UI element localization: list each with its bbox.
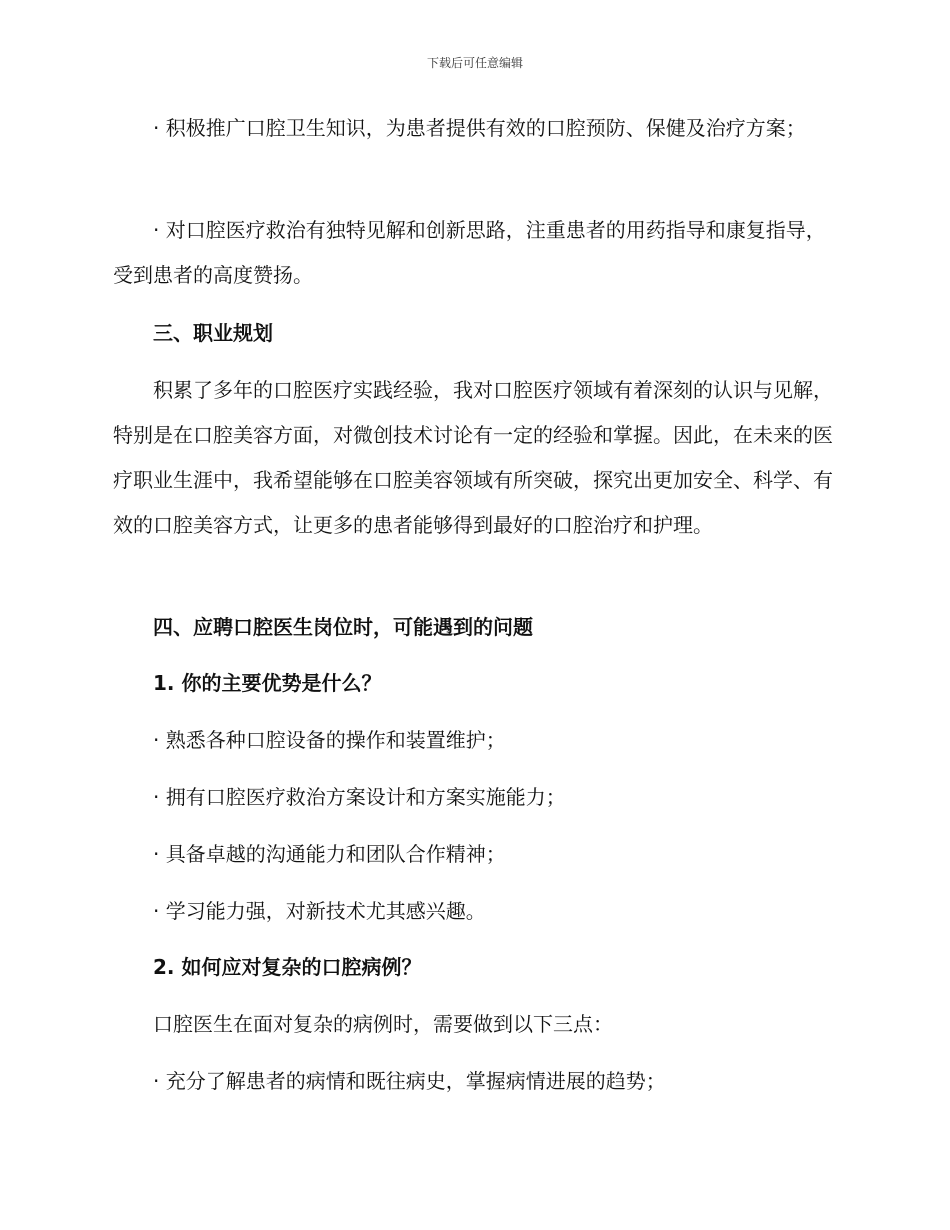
bullet-paragraph: · 具备卓越的沟通能力和团队合作精神； [153,842,506,866]
body-paragraph: 口腔医生在面对复杂的病例时，需要做到以下三点： [153,1012,613,1036]
bullet-paragraph: · 学习能力强，对新技术尤其感兴趣。 [153,899,486,923]
section-heading: 四、应聘口腔医生岗位时，可能遇到的问题 [153,615,533,639]
bullet-paragraph: · 积极推广口腔卫生知识，为患者提供有效的口腔预防、保健及治疗方案； [153,116,806,140]
question-heading: 1. 你的主要优势是什么？ [153,671,382,695]
bullet-paragraph: · 拥有口腔医疗救治方案设计和方案实施能力； [153,785,566,809]
bullet-paragraph: · 充分了解患者的病情和既往病史，掌握病情进展的趋势； [153,1069,666,1093]
question-heading: 2. 如何应对复杂的口腔病例？ [153,955,422,979]
section-heading: 三、职业规划 [153,321,273,345]
body-paragraph: 积累了多年的口腔医疗实践经验，我对口腔医疗领域有着深刻的认识与见解，特别是在口腔美容方面，对微创技术讨论有一定的经验和掌握。因此，在未来的医疗职业生涯中，我希望能够在口腔美容领域有所突破，探究出更加安全、科学、有效的口腔美容方式，让更多的患者能够得到最好的口腔治疗和护理。 [113,378,833,537]
page-header: 下载后可任意编辑 [426,56,523,70]
bullet-paragraph: · 熟悉各种口腔设备的操作和装置维护； [153,728,506,752]
bullet-paragraph: · 对口腔医疗救治有独特见解和创新思路，注重患者的用药指导和康复指导，受到患者的高度赞扬。 [113,218,826,287]
